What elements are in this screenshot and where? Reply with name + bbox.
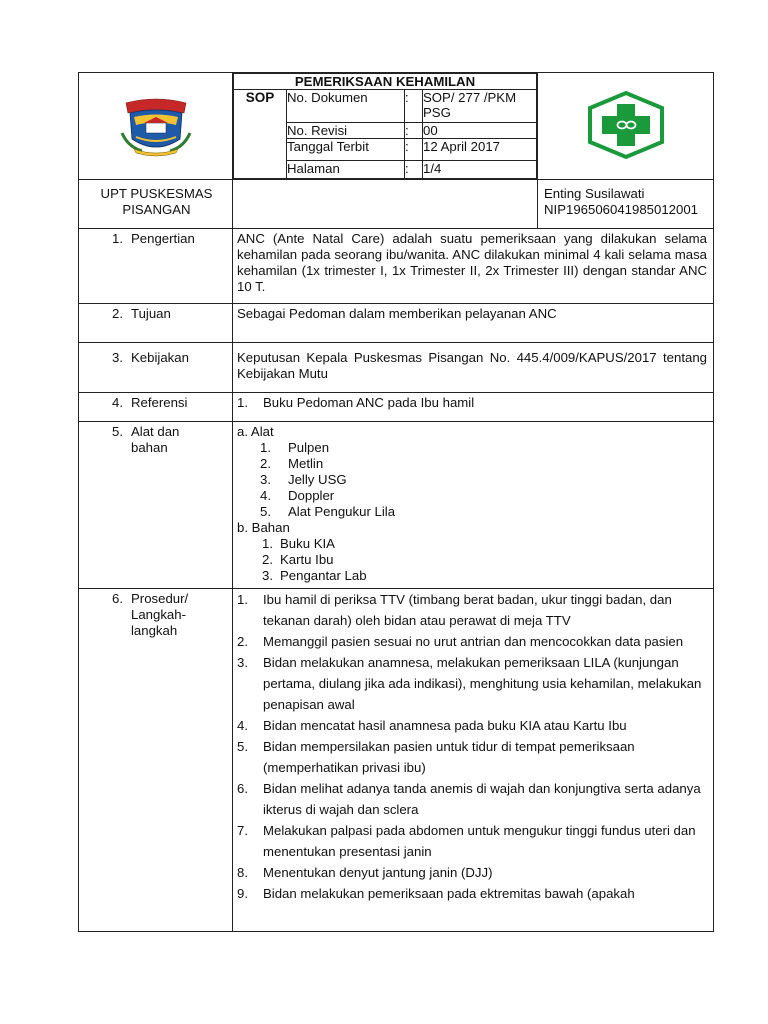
- regional-emblem-icon: [118, 93, 194, 157]
- section-number: 6.: [112, 591, 123, 606]
- section-alat-bahan: [79, 422, 714, 589]
- sop-label: SOP: [234, 90, 287, 179]
- prosedur-cell: [233, 589, 714, 932]
- section-label-cell: [79, 393, 233, 422]
- section-label-cell: [79, 229, 233, 304]
- right-logo-cell: [538, 73, 714, 180]
- section-label: Alat dan: [131, 424, 180, 439]
- field-label-no-revisi: No. Revisi: [287, 123, 405, 139]
- section-pengertian: [79, 229, 714, 304]
- signer-cell: [538, 180, 714, 229]
- field-label-tanggal-terbit: Tanggal Terbit: [287, 139, 405, 161]
- field-value-tanggal-terbit: 12 April 2017: [423, 139, 537, 161]
- section-number: 3.: [112, 350, 123, 365]
- procedure-step: 8. Menentukan denyut jantung janin (DJJ): [237, 865, 493, 880]
- procedure-step: 1. Ibu hamil di periksa TTV (timbang berat badan, ukur tinggi badan, dan tekanan darah) oleh bidan atau perawat di meja TTV: [237, 592, 672, 628]
- field-label-halaman: Halaman: [287, 161, 405, 179]
- list-item: 1. Buku Pedoman ANC pada Ibu hamil: [237, 395, 475, 410]
- alat-heading: a. Alat: [237, 424, 274, 439]
- section-label: Referensi: [131, 395, 188, 410]
- section-label: Pengertian: [131, 231, 195, 246]
- field-value-no-revisi: 00: [423, 123, 537, 139]
- list-item: 3. Pengantar Lab: [262, 568, 367, 583]
- section-number: 1.: [112, 231, 123, 246]
- section-prosedur: [79, 589, 714, 932]
- header-info-table: [233, 73, 537, 179]
- section-label: Kebijakan: [131, 350, 189, 365]
- procedure-step: 9. Bidan melakukan pemeriksaan pada ektremitas bawah (apakah: [237, 886, 635, 901]
- list-item: 2. Kartu Ibu: [262, 552, 334, 567]
- list-item: 3. Jelly USG: [260, 472, 347, 487]
- header-info-cell: [233, 73, 538, 180]
- tujuan-text: Sebagai Pedoman dalam memberikan pelayanan ANC: [233, 304, 714, 343]
- pengertian-text: ANC (Ante Natal Care) adalah suatu pemeriksaan yang dilakukan selama kehamilan pada seorang ibu/wanita. ANC dilakukan minimal 4 kali selama masa kehamilan (1x trimester I, 1x Trimester II, 2x Trimester III) dengan standar ANC 10 T.: [233, 229, 714, 304]
- section-label: Prosedur/: [131, 591, 189, 606]
- field-sep: :: [405, 90, 423, 123]
- org-name: UPT PUSKESMAS PISANGAN: [79, 180, 233, 229]
- procedure-step: 5. Bidan mempersilakan pasien untuk tidur di tempat pemeriksaan (memperhatikan privasi ibu): [237, 739, 635, 775]
- puskesmas-logo-icon: [586, 90, 666, 160]
- empty-cell: [233, 180, 538, 229]
- list-item: 5. Alat Pengukur Lila: [260, 504, 396, 519]
- section-number: 2.: [112, 306, 123, 321]
- header-row: [79, 73, 714, 180]
- procedure-step: 4. Bidan mencatat hasil anamnesa pada buku KIA atau Kartu Ibu: [237, 718, 627, 733]
- procedure-step: 3. Bidan melakukan anamnesa, melakukan pemeriksaan LILA (kunjungan pertama, diulang jika ada indikasi), menghitung usia kehamilan, melakukan penapisan awal: [237, 655, 702, 712]
- field-sep: :: [405, 161, 423, 179]
- sop-table: [78, 72, 714, 932]
- section-label: bahan: [131, 440, 168, 455]
- section-referensi: [79, 393, 714, 422]
- section-label-cell: [79, 422, 233, 589]
- org-row: [79, 180, 714, 229]
- list-item: 1. Buku KIA: [262, 536, 335, 551]
- bahan-heading: b. Bahan: [237, 520, 290, 535]
- field-value-no-dokumen: SOP/ 277 /PKM PSG: [423, 90, 537, 123]
- section-label-cell: [79, 343, 233, 393]
- signer-name: Enting Susilawati: [544, 186, 645, 201]
- section-number: 5.: [112, 424, 123, 439]
- procedure-step: 7. Melakukan palpasi pada abdomen untuk mengukur tinggi fundus uteri dan menentukan presentasi janin: [237, 823, 696, 859]
- referensi-cell: [233, 393, 714, 422]
- list-item: 4. Doppler: [260, 488, 335, 503]
- list-item: 1. Pulpen: [260, 440, 330, 455]
- field-sep: :: [405, 123, 423, 139]
- section-label-cell: [79, 589, 233, 932]
- signer-nip: NIP196506041985012001: [544, 202, 699, 217]
- section-kebijakan: [79, 343, 714, 393]
- section-tujuan: [79, 304, 714, 343]
- section-label-cell: [79, 304, 233, 343]
- kebijakan-text: Keputusan Kepala Puskesmas Pisangan No. 445.4/009/KAPUS/2017 tentang Kebijakan Mutu: [233, 343, 714, 393]
- field-label-no-dokumen: No. Dokumen: [287, 90, 405, 123]
- list-item: 2. Metlin: [260, 456, 324, 471]
- section-number: 4.: [112, 395, 123, 410]
- section-label: Langkah-: [131, 607, 186, 622]
- section-label: langkah: [131, 623, 178, 638]
- procedure-step: 2. Memanggil pasien sesuai no urut antrian dan mencocokkan data pasien: [237, 634, 684, 649]
- field-value-halaman: 1/4: [423, 161, 537, 179]
- left-logo-cell: [79, 73, 233, 180]
- procedure-step: 6. Bidan melihat adanya tanda anemis di wajah dan konjungtiva serta adanya ikterus di wajah dan sclera: [237, 781, 701, 817]
- field-sep: :: [405, 139, 423, 161]
- section-label: Tujuan: [131, 306, 171, 321]
- alat-bahan-cell: [233, 422, 714, 589]
- document-title: PEMERIKSAAN KEHAMILAN: [234, 74, 537, 90]
